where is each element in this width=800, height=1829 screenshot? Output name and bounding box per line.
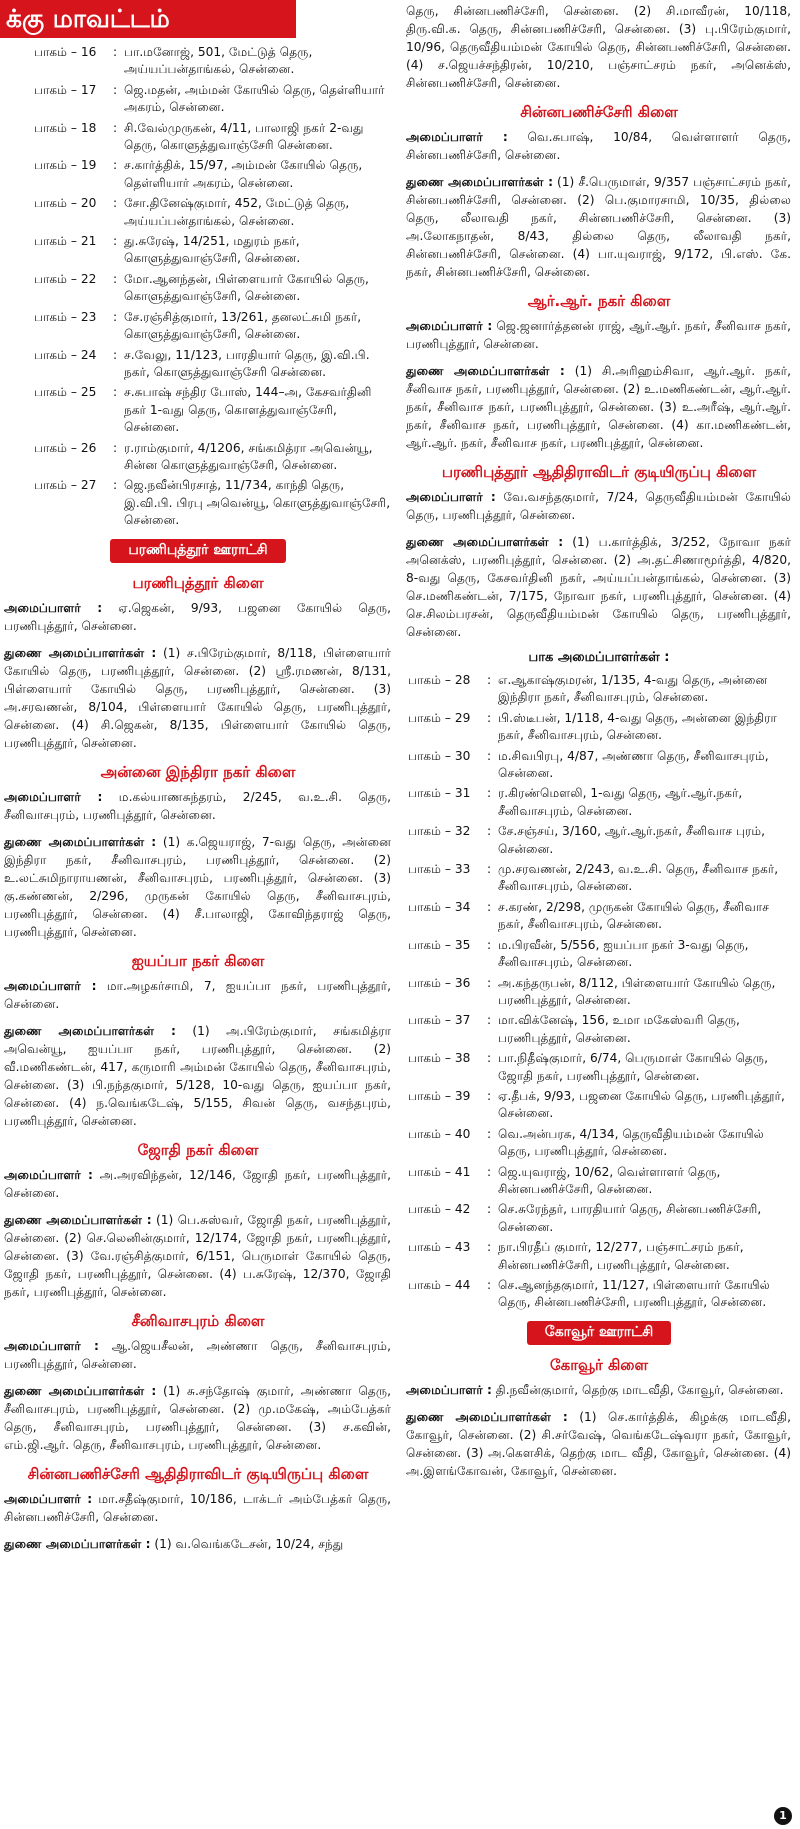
part-entry	[0, 120, 396, 155]
separator: :	[486, 1278, 492, 1292]
separator: :	[112, 478, 118, 493]
part-organizer-list	[0, 44, 396, 530]
part-number: பாகம் – 30	[408, 748, 471, 763]
branch-title: சின்னபணிச்சேரி ஆதிதிராவிடர் குடியிருப்பு கிளை	[27, 1464, 369, 1483]
part-entry	[402, 937, 796, 972]
separator: :	[486, 748, 492, 763]
district-banner: க்கு மாவட்டம்	[0, 0, 296, 38]
part-entry	[402, 1277, 796, 1312]
separator: :	[112, 82, 118, 97]
branch-assistants: துணை அமைப்பாளர்கள் : (1) ச.பிரேம்குமார், 8/118, பிள்ளையார் கோயில் தெரு, பரணிபுத்தூர், சென்னை. (2) ஸ்ரீ.ரமணன், 8/131, பிள்ளையார் கோயில் தெரு, பரணிபுத்தூர், சென்னை. (3) அ.சரவணன், 8/104, பிள்ளையார் கோயில் தெரு, பரணிபுத்தூர், சென்னை. (4) சி.ஜெகன், 8/135, பிள்ளையார் கோயில் தெரு, பரணிபுத்தூர், சென்னை.	[4, 645, 391, 750]
part-organizer: மு.சரவணன், 2/243, வ.உ.சி. தெரு, சீனிவாச நகர், சீனிவாசபுரம், சென்னை.	[498, 862, 779, 894]
part-number: பாகம் – 33	[408, 862, 471, 877]
branch-title: பரணிபுத்தூர் கிளை	[132, 573, 264, 592]
part-entry	[0, 195, 396, 230]
part-number: பாகம் – 39	[408, 1088, 471, 1103]
part-entry	[402, 1239, 796, 1274]
separator: :	[112, 196, 118, 211]
part-number: பாகம் – 23	[34, 309, 97, 324]
separator: :	[112, 234, 118, 249]
continued-text: தெரு, சின்னபணிச்சேரி, சென்னை. (2) சி.மாவீரன், 10/118, திரு.வி.க. தெரு, சின்னபணிச்சேரி, சென்னை. (3) பு.பிரேம்குமார், 10/96, தெருவீதியம்மன் கோயில் தெரு, சின்னபணிச்சேரி, சென்னை. (4) ச.ஜெயச்சந்திரன், 10/210, பஞ்சாட்சரம் நகர், அனெக்ஸ், சின்னபணிச்சேரி, சென்னை.	[406, 4, 791, 90]
branch-assistants: துணை அமைப்பாளர்கள் : (1) செ.கார்த்திக், கிழக்கு மாடவீதி, கோவூர், சென்னை. (2) சி.சர்வேஷ், வெங்கடேஷ்வரா நகர், கோவூர், சென்னை. (3) அ.கௌசிக், தெற்கு மாட வீதி, கோவூர், சென்னை. (4) அ.இளங்கோவன், கோவூர், சென்னை.	[406, 1409, 791, 1478]
branch-assistants: துணை அமைப்பாளர்கள் : (1) சீ.பெருமாள், 9/357 பஞ்சாட்சரம் நகர், சின்னபணிச்சேரி, சென்னை. (2) பெ.குமாரசாமி, 10/35, தில்லை தெரு, லீலாவதி நகர், சின்னபணிச்சேரி, சென்னை. (3) அ.லோகநாதன், 8/43, தில்லை தெரு, லீலாவதி நகர், சின்னபணிச்சேரி, சென்னை. (4) பா.யுவராஜ், 9/172, பி.எஸ். கே. நகர், சின்னபணிச்சேரி, சென்னை.	[406, 175, 791, 279]
branch-assistants: துணை அமைப்பாளர்கள் : (1) சி.அரிஹம்சிவா, ஆர்.ஆர். நகர், சீனிவாச நகர், பரணிபுத்தூர், சென்னை. (2) உ.மணிகண்டன், ஆர்.ஆர். நகர், சீனிவாச நகர், பரணிபுத்தூர், சென்னை. (3) உ.அரீஷ், ஆர்.ஆர். நகர், சீனிவாச நகர், பரணிபுத்தூர், சென்னை. (4) கா.மணிகண்டன், ஆர்.ஆர். நகர், சீனிவாச நகர், பரணிபுத்தூர், சென்னை.	[406, 364, 791, 450]
separator: :	[486, 1126, 492, 1141]
branch-title: கோவூர் கிளை	[549, 1355, 649, 1374]
branch-organizer: அமைப்பாளர் : தி.நவீன்குமார், தெற்கு மாடவீதி, கோவூர், சென்னை.	[406, 1382, 784, 1397]
part-number: பாகம் – 28	[408, 673, 471, 687]
part-entry	[402, 1201, 796, 1236]
part-organizer: செ.ஆனந்தகுமார், 11/127, பிள்ளையார் கோயில் தெரு, சின்னபணிச்சேரி, பரணிபுத்தூர், சென்னை.	[498, 1278, 770, 1310]
branch-assistants: துணை அமைப்பாளர்கள் : (1) ப.கார்த்திக், 3/252, நோவா நகர் அனெக்ஸ், பரணிபுத்தூர், சென்னை. (2) அ.தட்சிணாமூர்த்தி, 4/820, 8-வது தெரு, கேசவர்தினி நகர், அய்யப்பன்தாங்கல், சென்னை. (3) செ.மணிகண்டன், 7/175, நோவா நகர், பரணிபுத்தூர், சென்னை. (4) செ.சிலம்பரசன், தெருவீதியம்மன் கோயில் தெரு, பரணிபுத்தூர், சென்னை.	[406, 535, 791, 639]
part-entry	[0, 440, 396, 475]
part-entry	[402, 899, 796, 934]
branch-organizer: அமைப்பாளர் : ஆ.ஜெயசீலன், அண்ணா தெரு, சீனிவாசபுரம், பரணிபுத்தூர், சென்னை.	[4, 1338, 391, 1371]
branch-organizer: அமைப்பாளர் : மா.அழகர்சாமி, 7, ஐயப்பா நகர், பரணிபுத்தூர், சென்னை.	[4, 978, 391, 1011]
part-organizer: சி.வேல்முருகன், 4/11, பாலாஜி நகர் 2-வது தெரு, கொளுத்துவாஞ்சேரி சென்னை.	[124, 120, 364, 153]
part-organizer: ர.ராம்குமார், 4/1206, சங்கமித்ரா அவென்யூ, சின்ன கொளுத்துவாஞ்சேரி, சென்னை.	[124, 440, 373, 472]
part-number: பாகம் – 27	[34, 478, 97, 493]
part-entry	[0, 384, 396, 436]
separator: :	[486, 899, 492, 914]
part-organizer: மோ.ஆனந்தன், பிள்ளையார் கோயில் தெரு, கொளுத்துவாஞ்சேரி, சென்னை.	[124, 271, 369, 304]
separator: :	[486, 1240, 492, 1255]
separator: :	[112, 347, 118, 362]
part-number: பாகம் – 19	[34, 158, 97, 173]
right-column	[402, 0, 796, 1489]
part-number: பாகம் – 22	[34, 271, 97, 286]
branch-organizer: அமைப்பாளர் : மா.சதீஷ்குமார், 10/186, டாக்டர் அம்பேத்கர் தெரு, சின்னபணிச்சேரி, சென்னை.	[4, 1491, 392, 1524]
branch-assistants: துணை அமைப்பாளர்கள் : (1) பெ.சுஸ்வர், ஜோதி நகர், பரணிபுத்தூர், சென்னை. (2) செ.லெனின்குமார், 12/174, ஜோதி நகர், பரணிபுத்தூர், சென்னை. (3) வே.ரஞ்சித்குமார், 6/151, பெருமாள் கோயில் தெரு, ஜோதி நகர், பரணிபுத்தூர், சென்னை. (4) ப.சுரேஷ், 12/370, ஜோதி நகர், பரணிபுத்தூர், சென்னை.	[4, 1212, 391, 1299]
part-entry	[0, 157, 396, 192]
branch-organizer: அமைப்பாளர் : ஜெ.ஜனார்த்தனன் ராஜ், ஆர்.ஆர். நகர், சீனிவாச நகர், பரணிபுத்தூர், சென்னை.	[406, 319, 791, 351]
part-number: பாகம் – 21	[34, 234, 97, 249]
part-entry	[402, 1050, 796, 1085]
part-organizer: ம.பிரவீன், 5/556, ஐயப்பா நகர் 3-வது தெரு, சீனிவாசபுரம், சென்னை.	[498, 937, 749, 970]
part-organizer: மா.விக்னேஷ், 156, உமா மகேஸ்வரி தெரு, பரணிபுத்தூர், சென்னை.	[498, 1013, 740, 1045]
part-number: பாகம் – 32	[408, 824, 471, 839]
part-organizer: பா.நிதீஷ்குமார், 6/74, பெருமாள் கோயில் தெரு, ஜோதி நகர், பரணிபுத்தூர், சென்னை.	[498, 1051, 768, 1083]
part-entry	[402, 748, 796, 783]
part-entry	[402, 1126, 796, 1161]
branch-title: சின்னபணிச்சேரி கிளை	[520, 103, 678, 121]
part-number: பாகம் – 42	[408, 1202, 471, 1217]
part-organizer: ஏ.தீபக், 9/93, பஜனை கோயில் தெரு, பரணிபுத்தூர், சென்னை.	[498, 1088, 785, 1121]
branch-title: ஐயப்பா நகர் கிளை	[131, 951, 265, 970]
branch-assistants: துணை அமைப்பாளர்கள் : (1) அ.பிரேம்குமார், சங்கமித்ரா அவென்யூ, ஐயப்பா நகர், பரணிபுத்தூர், சென்னை. (2) வீ.மணிகண்டன், 417, கருமாரி அம்மன் கோயில் தெரு, சீனிவாசபுரம், சென்னை. (3) பி.நந்தகுமார், 5/128, 10-வது தெரு, ஐயப்பா நகர், சென்னை. (4) ந.வெங்கடேஷ், 5/155, சிவன் தெரு, வசந்தபுரம், பரணிபுத்தூர், சென்னை.	[4, 1023, 391, 1128]
part-entry	[0, 271, 396, 306]
part-organizer: ஜெ.மதன், அம்மன் கோயில் தெரு, தெள்ளியார் அகரம், சென்னை.	[124, 82, 385, 115]
part-organizer: ர.கிரண்மௌலி, 1-வது தெரு, ஆர்.ஆர்.நகர், சீனிவாசபுரம், சென்னை.	[498, 786, 743, 818]
part-number: பாகம் – 25	[34, 385, 97, 400]
part-organizer: பா.மனோஜ், 501, மேட்டுத் தெரு, அய்யப்பன்தாங்கல், சென்னை.	[124, 45, 313, 77]
part-organizer: ம.சிவபிரபு, 4/87, அண்ணா தெரு, சீனிவாசபுரம், சென்னை.	[498, 748, 769, 781]
separator: :	[486, 975, 492, 990]
part-number: பாகம் – 20	[34, 196, 97, 211]
separator: :	[486, 673, 492, 687]
branch-organizer: அமைப்பாளர் : ம.கல்யாணசுந்தரம், 2/245, வ.உ.சி. தெரு, சீனிவாசபுரம், பரணிபுத்தூர், சென்னை.	[4, 789, 391, 822]
part-entry	[0, 233, 396, 268]
separator: :	[112, 158, 118, 173]
part-number: பாகம் – 16	[34, 45, 97, 59]
branch-title: சீனிவாசபுரம் கிளை	[131, 1311, 265, 1330]
part-number: பாகம் – 24	[34, 347, 97, 362]
left-column	[0, 0, 396, 1562]
branch-title: அன்னை இந்திரா நகர் கிளை	[100, 762, 296, 781]
part-number: பாகம் – 37	[408, 1013, 471, 1028]
part-number: பாகம் – 43	[408, 1240, 471, 1255]
part-organizer: சே.சஞ்சய், 3/160, ஆர்.ஆர்.நகர், சீனிவாச புரம், சென்னை.	[498, 824, 766, 856]
page-number: 1	[774, 1807, 792, 1825]
part-entry	[402, 672, 796, 707]
part-entry	[0, 347, 396, 382]
branch-organizer: அமைப்பாளர் : வெ.சுபாஷ், 10/84, வெள்ளாளர் தெரு, சின்னபணிச்சேரி, சென்னை.	[406, 130, 791, 162]
part-entry	[402, 785, 796, 820]
part-number: பாகம் – 26	[34, 440, 97, 455]
part-number: பாகம் – 17	[34, 82, 97, 97]
panchayat-label: பரணிபுத்தூர் ஊராட்சி	[110, 539, 285, 563]
part-organizer: சே.ரஞ்சித்குமார், 13/261, தனலட்சுமி நகர், கொளுத்துவாஞ்சேரி, சென்னை.	[124, 309, 362, 342]
part-organizer: அ.கந்தருபன், 8/112, பிள்ளையார் கோயில் தெரு, பரணிபுத்தூர், சென்னை.	[498, 975, 776, 1007]
part-entry	[402, 1164, 796, 1199]
part-number: பாகம் – 40	[408, 1126, 471, 1141]
part-organizer: ச.கரண், 2/298, முருகன் கோயில் தெரு, சீனிவாச நகர், சீனிவாசபுரம், சென்னை.	[498, 899, 770, 932]
separator: :	[486, 786, 492, 801]
part-entry	[0, 309, 396, 344]
part-entry	[0, 82, 396, 117]
part-organizer: ச.கார்த்திக், 15/97, அம்மன் கோயில் தெரு, தெள்ளியார் அகரம், சென்னை.	[124, 158, 363, 190]
part-organizer: எ.ஆகாஷ்குமரன், 1/135, 4-வது தெரு, அன்னை இந்திரா நகர், சீனிவாசபுரம், சென்னை.	[498, 673, 768, 705]
part-organizer: செ.சுரேந்தர், பாரதியார் தெரு, சின்னபணிச்சேரி, சென்னை.	[498, 1202, 762, 1234]
part-number: பாகம் – 44	[408, 1278, 471, 1292]
separator: :	[486, 937, 492, 952]
separator: :	[486, 824, 492, 839]
part-organizer: வெ.அன்பரசு, 4/134, தெருவீதியம்மன் கோயில் தெரு, பரணிபுத்தூர், சென்னை.	[498, 1126, 764, 1159]
part-organizer: ச.வேலு, 11/123, பாரதியார் தெரு, இ.வி.பி. நகர், கொளுத்துவாஞ்சேரி சென்னை.	[124, 347, 370, 379]
part-organizer: ஜெ.நவீன்பிரசாத், 11/734, காந்தி தெரு, இ.வி.பி. பிரபு அவென்யூ, கொளுத்துவாஞ்சேரி, சென்னை.	[124, 478, 391, 528]
separator: :	[486, 1013, 492, 1028]
branch-organizer: அமைப்பாளர் : வே.வசந்தகுமார், 7/24, தெருவீதியம்மன் கோயில் தெரு, பரணிபுத்தூர், சென்னை.	[406, 490, 791, 522]
parts-heading: பாக அமைப்பாளர்கள் :	[528, 650, 670, 665]
separator: :	[486, 710, 492, 725]
separator: :	[112, 120, 118, 135]
branch-title: ஆர்.ஆர். நகர் கிளை	[527, 292, 671, 310]
part-number: பாகம் – 35	[408, 937, 471, 952]
separator: :	[112, 309, 118, 324]
branch-organizer: அமைப்பாளர் : அ.அரவிந்தன், 12/146, ஜோதி நகர், பரணிபுத்தூர், சென்னை.	[4, 1167, 391, 1200]
part-number: பாகம் – 29	[408, 710, 471, 725]
part-entry	[402, 1088, 796, 1123]
part-entry	[0, 44, 396, 79]
part-organizer: ஜெ.யுவராஜ், 10/62, வெள்ளாளர் தெரு, சின்னபணிச்சேரி, சென்னை.	[498, 1164, 721, 1196]
part-organizer-list	[402, 672, 796, 1312]
part-organizer: நா.பிரதீப் குமார், 12/277, பஞ்சாட்சரம் நகர், சின்னபணிச்சேரி, பரணிபுத்தூர், சென்னை.	[498, 1240, 744, 1272]
separator: :	[112, 385, 118, 400]
part-number: பாகம் – 31	[408, 786, 471, 801]
separator: :	[486, 1088, 492, 1103]
part-organizer: து.சுரேஷ், 14/251, மதுரம் நகர், கொளுத்துவாஞ்சேரி, சென்னை.	[124, 234, 301, 266]
panchayat-label: கோவூர் ஊராட்சி	[527, 1321, 671, 1345]
separator: :	[486, 1164, 492, 1179]
separator: :	[486, 862, 492, 877]
part-number: பாகம் – 36	[408, 975, 471, 990]
part-entry	[0, 477, 396, 529]
part-entry	[402, 975, 796, 1010]
branch-assistants: துணை அமைப்பாளர்கள் : (1) வ.வெங்கடேசன், 10/24, சந்து	[4, 1536, 344, 1551]
part-number: பாகம் – 34	[408, 899, 471, 914]
part-entry	[402, 1012, 796, 1047]
branch-organizer: அமைப்பாளர் : ஏ.ஜெகன், 9/93, பஜனை கோயில் தெரு, பரணிபுத்தூர், சென்னை.	[4, 600, 391, 633]
separator: :	[112, 440, 118, 455]
branch-assistants: துணை அமைப்பாளர்கள் : (1) சு.சந்தோஷ் குமார், அண்ணா தெரு, சீனிவாசபுரம், பரணிபுத்தூர், சென்னை. (2) மு.மகேஷ், அம்பேத்கர் தெரு, சீனிவாசபுரம், பரணிபுத்தூர், சென்னை. (3) ச.கவின், எம்.ஜி.ஆர். தெரு, சீனிவாசபுரம், பரணிபுத்தூர், சென்னை.	[4, 1383, 391, 1452]
separator: :	[486, 1202, 492, 1217]
part-number: பாகம் – 38	[408, 1051, 471, 1066]
separator: :	[112, 271, 118, 286]
branch-title: ஜோதி நகர் கிளை	[137, 1140, 259, 1159]
separator: :	[486, 1051, 492, 1066]
branch-title: பரணிபுத்தூர் ஆதிதிராவிடர் குடியிருப்பு கிளை	[441, 463, 757, 481]
part-entry	[402, 710, 796, 745]
part-number: பாகம் – 18	[34, 120, 97, 135]
part-number: பாகம் – 41	[408, 1164, 471, 1179]
part-entry	[402, 861, 796, 896]
separator: :	[112, 45, 118, 59]
part-entry	[402, 823, 796, 858]
part-organizer: சோ.தினேஷ்குமார், 452, மேட்டுத் தெரு, அய்யப்பன்தாங்கல், சென்னை.	[124, 196, 350, 228]
branch-assistants: துணை அமைப்பாளர்கள் : (1) க.ஜெயராஜ், 7-வது தெரு, அன்னை இந்திரா நகர், சீனிவாசபுரம், பரணிபுத்தூர், சென்னை. (2) உ.லட்சுமிநாராயணன், சீனிவாசபுரம், பரணிபுத்தூர், சென்னை. (3) கு.கண்ணன், 2/296, முருகன் கோயில் தெரு, சீனிவாசபுரம், பரணிபுத்தூர், சென்னை. (4) சீ.பாலாஜி, கோவிந்தராஜ் தெரு, பரணிபுத்தூர், சென்னை.	[4, 834, 391, 939]
part-organizer: ச.சுபாஷ் சந்திர போஸ், 144–அ, கேசவர்தினி நகர் 1-வது தெரு, கொளத்துவாஞ்சேரி, சென்னை.	[124, 385, 372, 435]
part-organizer: பி.ஸ்டீபன், 1/118, 4-வது தெரு, அன்னை இந்திரா நகர், சீனிவாசபுரம், சென்னை.	[498, 710, 777, 743]
